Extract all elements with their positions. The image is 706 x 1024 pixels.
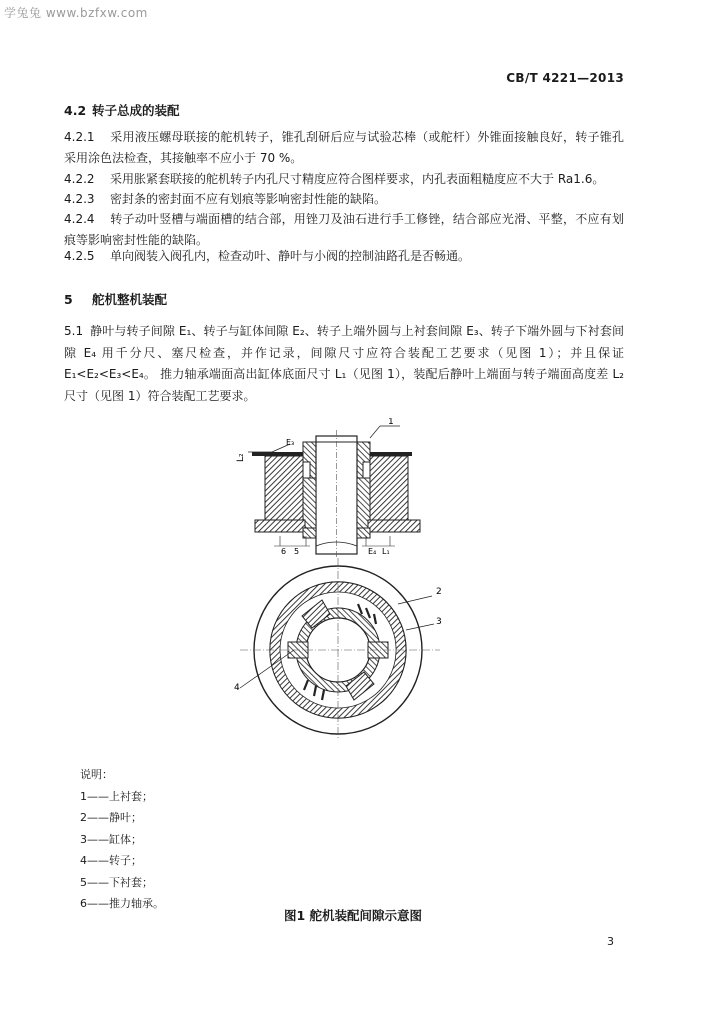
label-l1: L₁ bbox=[382, 547, 390, 556]
upper-bushing-right bbox=[357, 442, 370, 478]
legend-title: 说明： bbox=[80, 768, 113, 781]
upper-bushing-left bbox=[303, 442, 316, 478]
top-flange-right bbox=[364, 452, 412, 456]
watermark: 学兔兔 www.bzfxw.com bbox=[4, 6, 148, 20]
section-number: 5 bbox=[64, 292, 73, 307]
label-part-1: 1 bbox=[388, 418, 394, 427]
label-part-4: 4 bbox=[234, 683, 240, 693]
bottom-flange-right bbox=[368, 520, 420, 532]
lower-bushing-left bbox=[303, 528, 316, 538]
clause-text: 转子动叶竖槽与端面槽的结合部，用锉刀及油石进行手工修锉，结合部应光滑、平整，不应有划痕等影响密封性能的缺陷。 bbox=[64, 212, 624, 247]
section-4-2-heading bbox=[64, 101, 180, 119]
legend-item: 2——静叶； bbox=[80, 811, 142, 824]
plan-view bbox=[234, 558, 442, 740]
label-part-6: 6 bbox=[281, 547, 287, 556]
legend-item: 4——转子； bbox=[80, 854, 142, 867]
clause-number: 4.2.3 bbox=[64, 192, 95, 206]
paragraph-4-2-2 bbox=[64, 169, 624, 190]
legend-item: 1——上衬套； bbox=[80, 789, 153, 803]
section-title: 转子总成的装配 bbox=[92, 103, 180, 118]
paragraph-4-2-5 bbox=[64, 246, 624, 267]
label-part-2: 2 bbox=[436, 587, 442, 597]
label-part-5: 5 bbox=[294, 547, 300, 556]
label-e3: E₃ bbox=[286, 438, 295, 447]
clause-text: 静叶与转子间隙 E₁、转子与缸体间隙 E₂、转子上端外圆与上衬套间隙 E₃、转子下端外圆与下衬套间隙 E₄ 用千分尺、塞尺检查，并作记录，间隙尺寸应符合装配工艺要求（见图 1）；并且保证 E₁<E₂<E₃<E₄。 推力轴承端面高出缸体底面尺寸 L₁（见图 1），装配后静叶上端面与转子端面高度差 L₂尺寸（见图 1）符合装配工艺要求。 bbox=[64, 324, 624, 403]
clause-text: 单向阀装入阀孔内，检查动叶、静叶与小阀的控制油路孔是否畅通。 bbox=[110, 249, 471, 263]
section-5-heading bbox=[64, 290, 167, 308]
label-l2: L₂ bbox=[236, 453, 246, 462]
clause-text: 密封条的密封面不应有划痕等影响密封性能的缺陷。 bbox=[110, 192, 387, 206]
figure-legend bbox=[80, 764, 164, 915]
figure-caption: 图1 舵机装配间隙示意图 bbox=[283, 908, 423, 923]
label-e4: E₄ bbox=[368, 547, 377, 556]
clause-number: 5.1 bbox=[64, 324, 84, 338]
clause-number: 4.2.1 bbox=[64, 130, 95, 144]
clause-number: 4.2.5 bbox=[64, 249, 95, 263]
paragraph-4-2-1 bbox=[64, 127, 624, 169]
section-number: 4.2 bbox=[64, 103, 87, 118]
bottom-flange-left bbox=[255, 520, 305, 532]
figure-1-diagram bbox=[230, 418, 470, 760]
section-title: 舵机整机装配 bbox=[92, 292, 168, 307]
clause-number: 4.2.4 bbox=[64, 212, 95, 226]
clause-number: 4.2.2 bbox=[64, 172, 95, 186]
section-view bbox=[236, 418, 420, 558]
paragraph-4-2-4 bbox=[64, 209, 624, 251]
page-number: 3 bbox=[607, 935, 614, 948]
top-flange-left bbox=[252, 452, 306, 456]
standard-number: CB/T 4221—2013 bbox=[506, 71, 624, 85]
legend-item: 3——缸体； bbox=[80, 832, 142, 846]
lower-bushing-right bbox=[357, 528, 370, 538]
label-part-3: 3 bbox=[436, 617, 442, 627]
legend-item: 5——下衬套； bbox=[80, 875, 153, 889]
cylinder-body-left bbox=[265, 456, 303, 528]
cylinder-body-right bbox=[370, 456, 408, 528]
legend-item: 6——推力轴承。 bbox=[80, 897, 164, 910]
paragraph-5-1 bbox=[64, 321, 624, 407]
clause-text: 采用胀紧套联接的舵机转子内孔尺寸精度应符合图样要求，内孔表面粗糙度应不大于 Ra1.6。 bbox=[110, 172, 605, 186]
clause-text: 采用液压螺母联接的舵机转子，锥孔刮研后应与试验芯棒（或舵杆）外锥面接触良好，转子锥孔采用涂色法检查，其接触率不应小于 70 %。 bbox=[64, 130, 624, 165]
paragraph-4-2-3 bbox=[64, 189, 624, 210]
